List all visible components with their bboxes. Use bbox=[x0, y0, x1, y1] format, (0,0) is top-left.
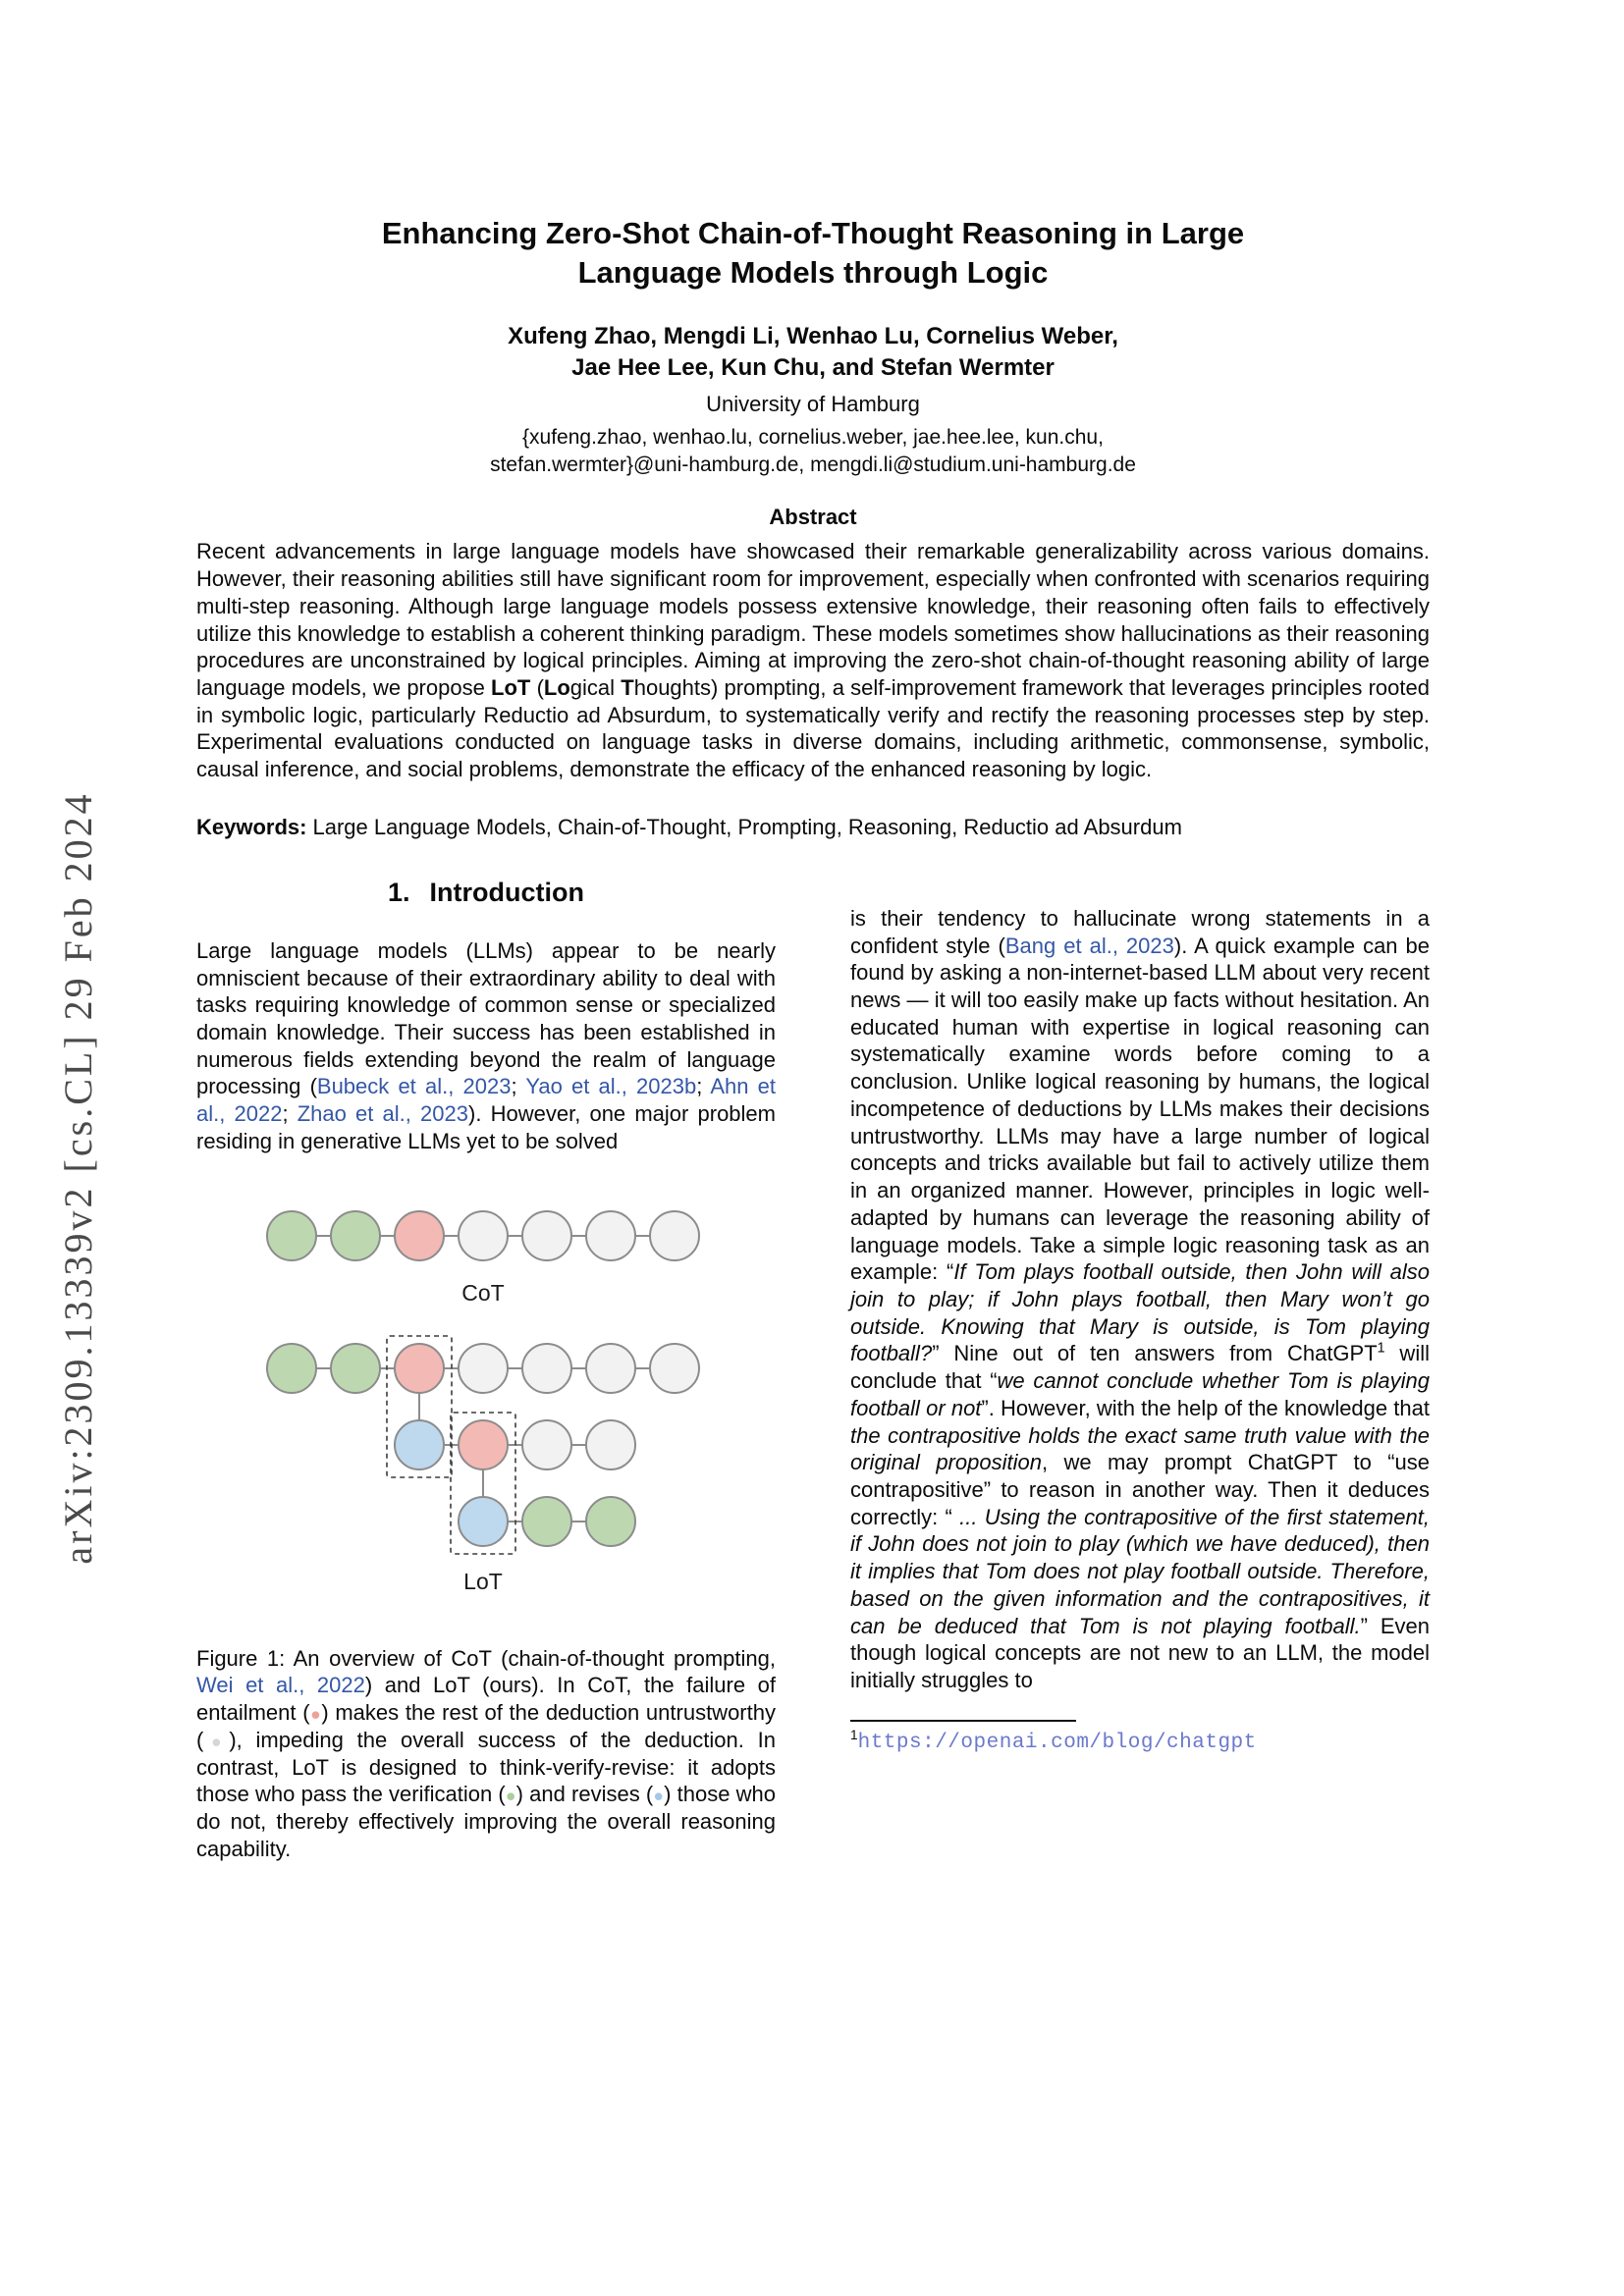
figure1-caption bbox=[196, 1645, 776, 1863]
reasoning-step-node-gray bbox=[586, 1211, 635, 1260]
reasoning-step-node-red bbox=[395, 1344, 444, 1393]
citation-link[interactable]: Wei et al., 2022 bbox=[196, 1673, 365, 1698]
text-segment: will conclude that “ bbox=[850, 1341, 1430, 1394]
paper-content bbox=[196, 0, 1430, 1862]
emphasis-text: the contrapositive holds the exact same truth value with the original proposition bbox=[850, 1422, 1430, 1475]
left-column bbox=[196, 874, 776, 1863]
emphasis-text: ... Using the contrapositive of the first statement, if John does not join to play (which we have deduced), then it implies that Tom does not play football outside. Therefore, based on the given information and the contrapositives, it can be deduced that Tom is not playing football. bbox=[850, 1504, 1430, 1638]
text-segment: Figure 1: An overview of CoT (chain-of-thought prompting, bbox=[196, 1645, 776, 1671]
reasoning-step-node-gray bbox=[650, 1344, 699, 1393]
citation-link[interactable]: Yao et al., 2023b bbox=[525, 1074, 697, 1099]
text-segment: ; bbox=[511, 1074, 526, 1099]
reasoning-step-node-green bbox=[267, 1344, 316, 1393]
reasoning-step-node-green bbox=[586, 1497, 635, 1546]
green-dot-icon: ● bbox=[505, 1786, 516, 1806]
emails-line-2: stefan.wermter}@uni-hamburg.de, mengdi.li@studium.uni-hamburg.de bbox=[490, 454, 1136, 477]
footnote-ref[interactable]: 1 bbox=[1377, 1341, 1385, 1358]
reasoning-step-node-gray bbox=[522, 1420, 571, 1469]
text-segment: ) those who do not, thereby effectively improving the overall reasoning capability. bbox=[196, 1782, 776, 1861]
emphasis-text: we cannot conclude whether Tom is playing football or not bbox=[850, 1368, 1430, 1420]
text-segment: ) and LoT (ours). In CoT, the failure of entailment ( bbox=[196, 1673, 777, 1726]
abstract-heading: Abstract bbox=[769, 505, 857, 530]
reasoning-step-node-gray bbox=[459, 1344, 508, 1393]
authors-line-1: Xufeng Zhao, Mengdi Li, Wenhao Lu, Cornelius Weber, bbox=[508, 323, 1118, 350]
text-segment: ” Nine out of ten answers from ChatGPT bbox=[932, 1341, 1378, 1366]
keywords-line bbox=[196, 815, 1430, 840]
reasoning-step-node-blue bbox=[395, 1420, 444, 1469]
text-segment: , we may prompt ChatGPT to “use contrapositive” to reason in another way. Then it deduces correctly: “ bbox=[850, 1450, 1430, 1529]
footnote-url-link[interactable]: https://openai.com/blog/chatgpt bbox=[857, 1731, 1257, 1754]
right-column bbox=[850, 874, 1430, 1754]
reasoning-step-node-gray bbox=[522, 1344, 571, 1393]
bold-text: Lo bbox=[543, 675, 570, 700]
text-segment: Recent advancements in large language models have showcased their remarkable generalizability across various domains. However, their reasoning abilities still have significant room for improvement, especially when confronted with scenarios requiring multi-step reasoning. Although large language models possess extensive knowledge, their reasoning often fails to effectively utilize this knowledge to establish a coherent thinking paradigm. These models sometimes show hallucinations as their reasoning procedures are unconstrained by logical principles. Aiming at improving the zero-shot chain-of-thought reasoning ability of large language models, we propose bbox=[196, 539, 1430, 700]
footnote-line bbox=[850, 1727, 1430, 1754]
reasoning-step-node-gray bbox=[586, 1420, 635, 1469]
reasoning-step-node-gray bbox=[459, 1211, 508, 1260]
blue-dot-icon: ● bbox=[653, 1786, 665, 1806]
red-dot-icon: ● bbox=[309, 1704, 322, 1725]
section-number: 1. bbox=[388, 877, 410, 907]
figure1-canvas bbox=[260, 1197, 712, 1604]
gray-dot-icon: ● bbox=[203, 1731, 230, 1751]
cot-label: CoT bbox=[461, 1279, 505, 1306]
section-heading-introduction bbox=[196, 878, 776, 908]
bold-text: T bbox=[621, 675, 634, 700]
reasoning-step-node-red bbox=[395, 1211, 444, 1260]
text-segment: ( bbox=[530, 675, 544, 700]
text-segment: ; bbox=[282, 1101, 298, 1127]
citation-link[interactable]: Bubeck et al., 2023 bbox=[316, 1074, 512, 1099]
figure-1 bbox=[196, 1197, 776, 1863]
reasoning-step-node-blue bbox=[459, 1497, 508, 1546]
text-segment: ) makes the rest of the deduction untrustworthy ( bbox=[196, 1700, 776, 1752]
section-title: Introduction bbox=[429, 877, 584, 907]
reasoning-step-node-green bbox=[267, 1211, 316, 1260]
text-segment: ), impeding the overall success of the deduction. In contrast, LoT is designed to think-verify-revise: it adopts those who pass the verification ( bbox=[196, 1727, 776, 1807]
authors-block bbox=[196, 321, 1430, 382]
footnote-block bbox=[850, 1720, 1430, 1754]
text-segment: ) and revises ( bbox=[515, 1782, 654, 1807]
paper-title bbox=[196, 214, 1430, 292]
lot-label: LoT bbox=[463, 1568, 503, 1594]
text-segment: gical bbox=[569, 675, 622, 700]
reasoning-step-node-green bbox=[331, 1211, 380, 1260]
citation-link[interactable]: Zhao et al., 2023 bbox=[297, 1101, 468, 1127]
emails-block bbox=[196, 424, 1430, 480]
text-segment: ). However, one major problem residing in generative LLMs yet to be solved bbox=[196, 1101, 776, 1153]
arxiv-stamp: arXiv:2309.13339v2 [cs.CL] 29 Feb 2024 bbox=[56, 791, 100, 1565]
reasoning-step-node-gray bbox=[586, 1344, 635, 1393]
emphasis-text: If Tom plays football outside, then John will also join to play; if John plays football, then Mary won’t go outside. Knowing that Mary is outside, is Tom playing football? bbox=[850, 1259, 1430, 1366]
authors-line-2: Jae Hee Lee, Kun Chu, and Stefan Wermter bbox=[571, 353, 1055, 381]
footnote-marker: 1 bbox=[850, 1727, 858, 1742]
paper-title-text: Enhancing Zero-Shot Chain-of-Thought Reasoning in Large Language Models through Logic bbox=[381, 216, 1245, 290]
reasoning-step-node-red bbox=[459, 1420, 508, 1469]
reasoning-step-node-gray bbox=[522, 1211, 571, 1260]
keywords-label: Keywords: bbox=[196, 814, 307, 839]
keywords-text: Large Language Models, Chain-of-Thought, Prompting, Reasoning, Reductio ad Absurdum bbox=[312, 814, 1182, 839]
abstract-text bbox=[196, 538, 1430, 782]
citation-link[interactable]: Ahn et al., 2022 bbox=[196, 1074, 776, 1127]
footnote-rule bbox=[850, 1720, 1076, 1722]
intro-paragraph-right bbox=[850, 905, 1430, 1694]
text-segment: ” Even though logical concepts are not new to an LLM, the model initially struggles to bbox=[850, 1613, 1430, 1692]
citation-link[interactable]: Bang et al., 2023 bbox=[1004, 933, 1174, 958]
reasoning-step-node-gray bbox=[650, 1211, 699, 1260]
two-column-body bbox=[196, 874, 1430, 1863]
text-segment: Large language models (LLMs) appear to be nearly omniscient because of their extraordinary ability to deal with tasks requiring knowledge of common sense or specialized domain knowledge. Their success has been established in numerous fields extending beyond the realm of language processing ( bbox=[196, 937, 776, 1099]
bold-text: LoT bbox=[491, 675, 531, 700]
text-segment: ). A quick example can be found by asking a non-internet-based LLM about very recent news — it will too easily make up facts without hesitation. An educated human with expertise in logical reasoning can systematically examine words before coming to a conclusion. Unlike logical reasoning by humans, the logical incompetence of deductions by LLMs makes their decisions untrustworthy. LLMs may have a large number of logical concepts and tricks available but fail to actively utilize them in an organized manner. However, principles in logic well-adapted by humans can leverage the reasoning ability of language models. Take a simple logic reasoning task as an example: “ bbox=[850, 933, 1431, 1285]
text-segment: ”. However, with the help of the knowledge that bbox=[981, 1395, 1431, 1420]
text-segment: is their tendency to hallucinate wrong statements in a confident style ( bbox=[850, 905, 1430, 958]
text-segment: ; bbox=[696, 1074, 711, 1099]
reasoning-step-node-green bbox=[331, 1344, 380, 1393]
affiliation: University of Hamburg bbox=[706, 391, 920, 416]
text-segment: houghts) prompting, a self-improvement framework that leverages principles rooted in symbolic logic, particularly Reductio ad Absurdum, to systematically verify and rectify the reasoning processes step by step. Experimental evaluations conducted on language tasks in diverse domains, including arithmetic, commonsense, symbolic, causal inference, and social problems, demonstrate the efficacy of the enhanced reasoning by logic. bbox=[196, 675, 1430, 782]
reasoning-step-node-green bbox=[522, 1497, 571, 1546]
intro-paragraph-left bbox=[196, 937, 776, 1155]
emails-line-1: {xufeng.zhao, wenhao.lu, cornelius.weber, jae.hee.lee, kun.chu, bbox=[522, 425, 1104, 449]
